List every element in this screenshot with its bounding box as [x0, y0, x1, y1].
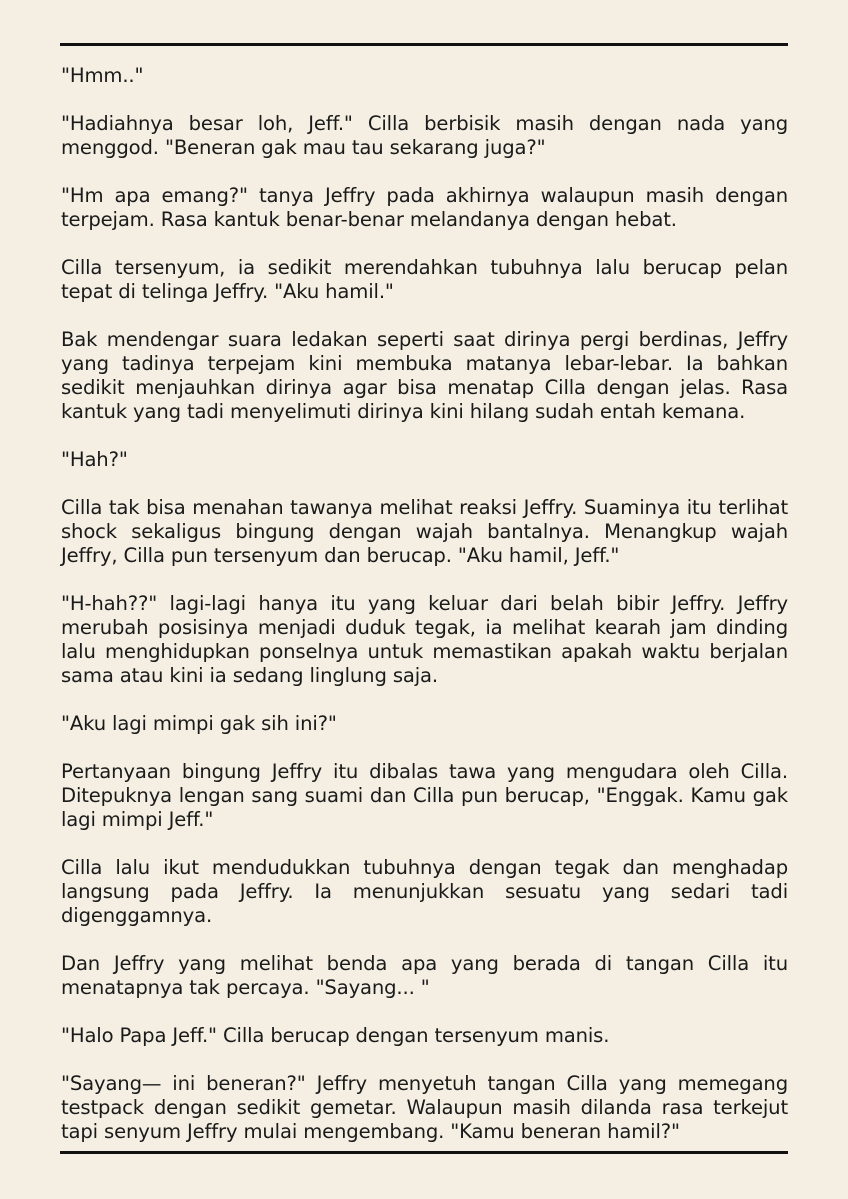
- paragraph: Pertanyaan bingung Jeffry itu dibalas tawa yang mengudara oleh Cilla. Ditepuknya lengan sang suami dan Cilla pun berucap, "Enggak. Kamu gak lagi mimpi Jeff.": [61, 760, 788, 831]
- paragraph: Dan Jeffry yang melihat benda apa yang berada di tangan Cilla itu menatapnya tak percaya. "Sayang... ": [61, 952, 788, 999]
- paragraph: "Sayang— ini beneran?" Jeffry menyetuh tangan Cilla yang memegang testpack dengan sedikit gemetar. Walaupun masih dilanda rasa terkejut tapi senyum Jeffry mulai mengembang. "Kamu beneran hamil?": [61, 1072, 788, 1143]
- bottom-divider: [60, 1151, 788, 1154]
- paragraph: Cilla lalu ikut mendudukkan tubuhnya dengan tegak dan menghadap langsung pada Jeffry. Ia menunjukkan sesuatu yang sedari tadi digenggamnya.: [61, 856, 788, 927]
- paragraph: "Hadiahnya besar loh, Jeff." Cilla berbisik masih dengan nada yang menggod. "Beneran gak mau tau sekarang juga?": [61, 112, 788, 159]
- paragraph: Cilla tak bisa menahan tawanya melihat reaksi Jeffry. Suaminya itu terlihat shock sekaligus bingung dengan wajah bantalnya. Menangkup wajah Jeffry, Cilla pun tersenyum dan berucap. "Aku hamil, Jeff.": [61, 496, 788, 567]
- paragraph: Cilla tersenyum, ia sedikit merendahkan tubuhnya lalu berucap pelan tepat di telinga Jeffry. "Aku hamil.": [61, 256, 788, 303]
- paragraph: "Hmm..": [61, 64, 144, 87]
- paragraph: "Halo Papa Jeff." Cilla berucap dengan tersenyum manis.: [61, 1024, 610, 1047]
- paragraph: Bak mendengar suara ledakan seperti saat dirinya pergi berdinas, Jeffry yang tadinya terpejam kini membuka matanya lebar-lebar. Ia bahkan sedikit menjauhkan dirinya agar bisa menatap Cilla dengan jelas. Rasa kantuk yang tadi menyelimuti dirinya kini hilang sudah entah kemana.: [61, 328, 788, 423]
- paragraph: "Aku lagi mimpi gak sih ini?": [61, 712, 337, 735]
- top-divider: [60, 43, 788, 46]
- story-text: [61, 64, 788, 1144]
- paragraph: "Hah?": [61, 448, 128, 471]
- paragraph: "H-hah??" lagi-lagi hanya itu yang keluar dari belah bibir Jeffry. Jeffry merubah posisinya menjadi duduk tegak, ia melihat kearah jam dinding lalu menghidupkan ponselnya untuk memastikan apakah waktu berjalan sama atau kini ia sedang linglung saja.: [61, 592, 788, 687]
- paragraph: "Hm apa emang?" tanya Jeffry pada akhirnya walaupun masih dengan terpejam. Rasa kantuk benar-benar melandanya dengan hebat.: [61, 184, 788, 231]
